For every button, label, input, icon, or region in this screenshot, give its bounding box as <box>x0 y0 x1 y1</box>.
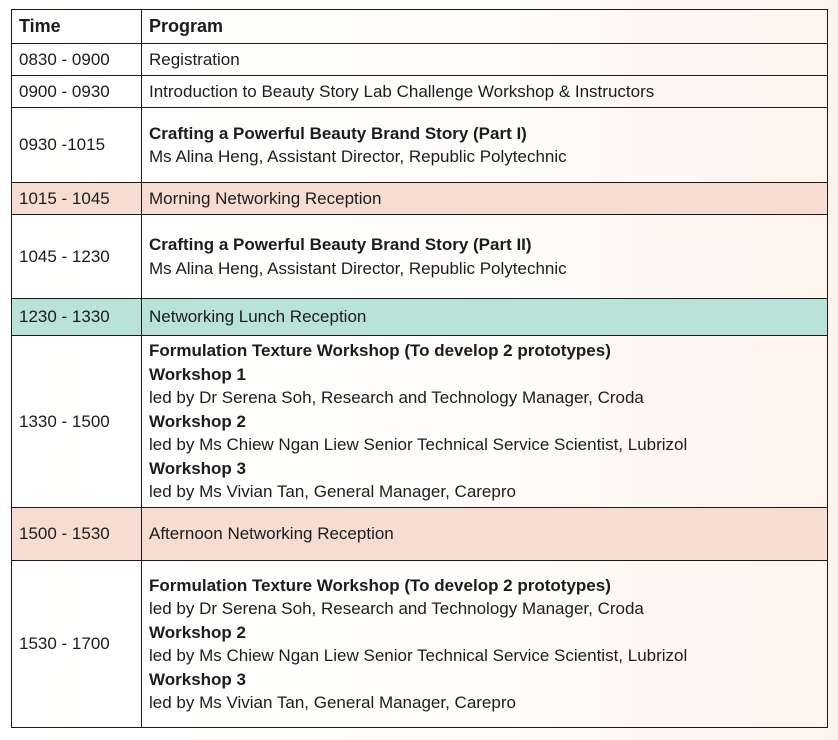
program-column-header: Program <box>142 10 828 44</box>
program-heading: Workshop 3 <box>149 458 246 478</box>
program-cell <box>142 561 828 728</box>
program-text: led by Ms Vivian Tan, General Manager, Carepro <box>149 482 516 502</box>
header-row <box>12 10 828 44</box>
program-text: Registration <box>149 49 240 69</box>
time-cell: 1045 - 1230 <box>12 215 142 299</box>
time-cell: 1330 - 1500 <box>12 336 142 508</box>
time-cell: 1015 - 1045 <box>12 183 142 215</box>
program-cell <box>142 44 828 76</box>
program-cell <box>142 336 828 508</box>
program-heading: Formulation Texture Workshop (To develop 2 prototypes) <box>149 575 611 595</box>
schedule-row <box>12 76 828 108</box>
program-text: Afternoon Networking Reception <box>149 524 394 544</box>
program-text: led by Ms Vivian Tan, General Manager, Carepro <box>149 693 516 712</box>
program-heading: Crafting a Powerful Beauty Brand Story (Part II) <box>149 235 532 254</box>
program-heading: Workshop 1 <box>149 364 246 384</box>
time-cell: 0830 - 0900 <box>12 44 142 76</box>
program-heading: Formulation Texture Workshop (To develop 2 prototypes) <box>149 341 611 361</box>
schedule-row <box>12 108 828 183</box>
time-cell: 1530 - 1700 <box>12 561 142 728</box>
program-text: led by Dr Serena Soh, Research and Technology Manager, Croda <box>149 599 644 618</box>
schedule-row <box>12 44 828 76</box>
program-text: led by Ms Chiew Ngan Liew Senior Technical Service Scientist, Lubrizol <box>149 435 688 455</box>
program-text: Morning Networking Reception <box>149 188 382 208</box>
schedule-row <box>12 561 828 728</box>
schedule-row <box>12 299 828 336</box>
program-text: Introduction to Beauty Story Lab Challenge Workshop & Instructors <box>149 81 655 101</box>
schedule-row <box>12 508 828 561</box>
program-text: led by Ms Chiew Ngan Liew Senior Technical Service Scientist, Lubrizol <box>149 646 688 665</box>
program-cell <box>142 215 828 299</box>
program-text: Ms Alina Heng, Assistant Director, Republic Polytechnic <box>149 147 567 166</box>
program-schedule-table <box>11 9 828 728</box>
time-cell: 0900 - 0930 <box>12 76 142 108</box>
time-cell: 1230 - 1330 <box>12 299 142 336</box>
time-cell: 0930 -1015 <box>12 108 142 183</box>
program-heading: Workshop 2 <box>149 411 246 431</box>
time-cell: 1500 - 1530 <box>12 508 142 561</box>
program-heading: Crafting a Powerful Beauty Brand Story (Part I) <box>149 123 527 143</box>
schedule-body <box>12 44 828 728</box>
program-text: led by Dr Serena Soh, Research and Technology Manager, Croda <box>149 388 644 408</box>
schedule-row <box>12 215 828 299</box>
program-heading: Workshop 2 <box>149 622 246 642</box>
schedule-row <box>12 183 828 215</box>
program-cell <box>142 76 828 108</box>
program-cell <box>142 299 828 336</box>
program-cell <box>142 183 828 215</box>
program-text: Networking Lunch Reception <box>149 307 367 327</box>
program-text: Ms Alina Heng, Assistant Director, Republic Polytechnic <box>149 258 567 278</box>
program-heading: Workshop 3 <box>149 669 246 689</box>
schedule-row <box>12 336 828 508</box>
time-column-header: Time <box>12 10 142 44</box>
program-cell <box>142 508 828 561</box>
program-cell <box>142 108 828 183</box>
